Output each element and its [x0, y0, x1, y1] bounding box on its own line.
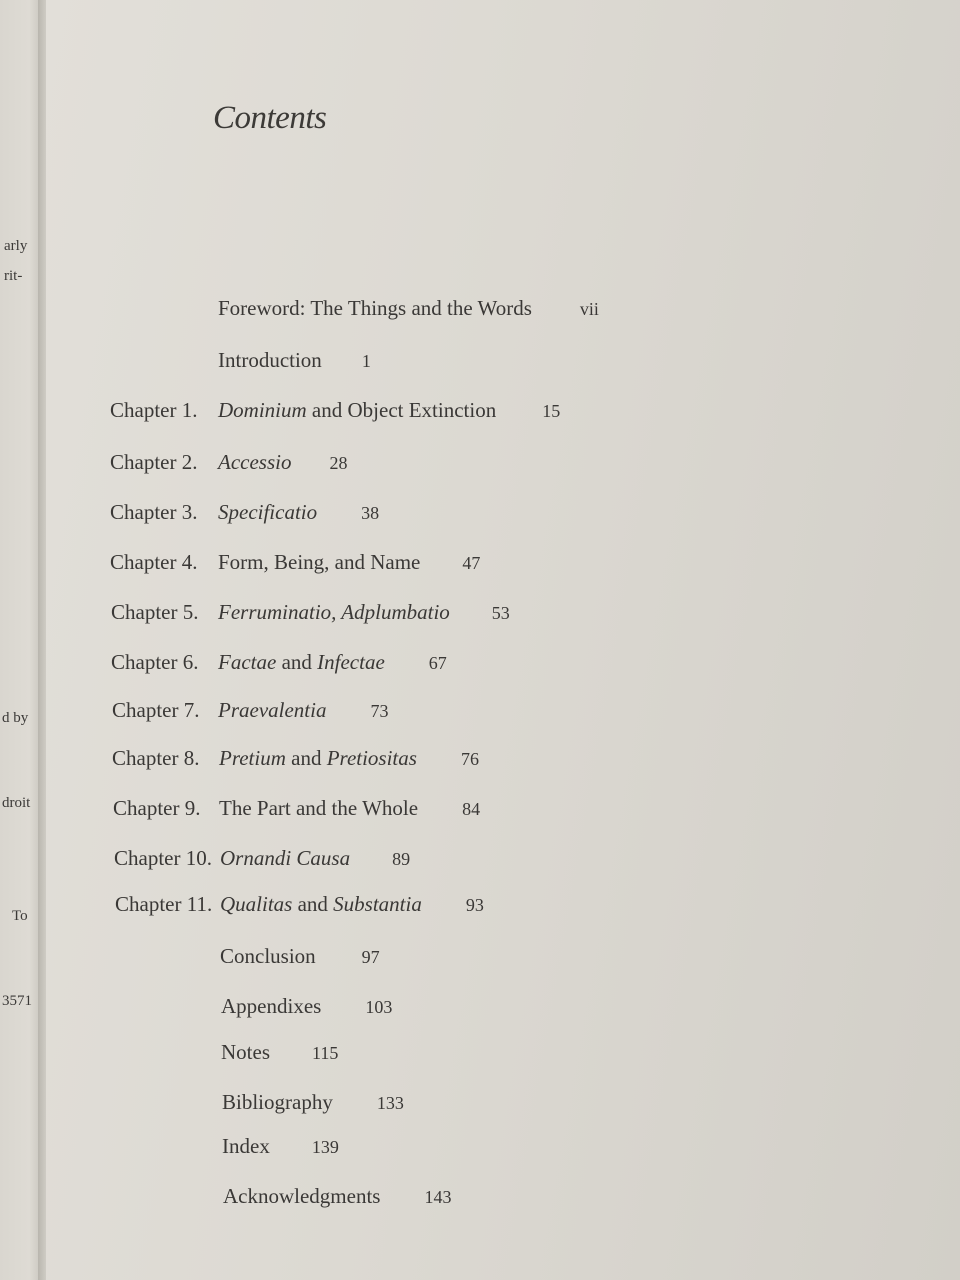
entry-title-part: Notes — [221, 1040, 270, 1064]
entry-title-part: Qualitas — [220, 892, 293, 916]
page-number: 28 — [329, 453, 348, 473]
page-number: 67 — [428, 653, 447, 673]
entry-title — [218, 398, 496, 422]
entry-title-part: Praevalentia — [218, 698, 327, 722]
entry-title — [218, 698, 326, 722]
entry-title-part: Factae — [218, 650, 277, 674]
facing-page-fragment: rit- — [4, 268, 23, 284]
entry-title — [218, 550, 420, 574]
entry-title-part: Specificatio — [218, 500, 318, 524]
entry-title-part: Acknowledgments — [223, 1184, 381, 1208]
toc-entry — [113, 796, 480, 821]
page-number: 15 — [542, 401, 561, 421]
entry-title-part: Accessio — [218, 450, 292, 474]
entry-title-part: Dominium — [218, 398, 307, 422]
page-title: Contents — [213, 100, 327, 136]
chapter-label: Chapter 9. — [113, 796, 201, 820]
toc-entry — [110, 550, 480, 575]
toc-entry — [112, 746, 479, 771]
entry-title-part: Bibliography — [222, 1090, 333, 1114]
facing-page-fragment: droit — [2, 795, 31, 811]
chapter-label: Chapter 5. — [111, 600, 199, 624]
chapter-label: Chapter 7. — [112, 698, 200, 722]
chapter-label: Chapter 4. — [110, 550, 198, 574]
toc-entry — [221, 1040, 338, 1065]
entry-title-part: Pretium — [219, 746, 286, 770]
entry-title — [223, 1184, 380, 1208]
entry-title — [218, 296, 532, 320]
page-number: 84 — [462, 799, 481, 819]
chapter-label: Chapter 3. — [110, 500, 198, 524]
facing-page-fragment: d by — [2, 710, 29, 726]
toc-entry — [221, 994, 392, 1019]
entry-title-part: and — [292, 892, 334, 916]
entry-title-part: Index — [222, 1134, 270, 1158]
entry-title — [222, 1090, 333, 1114]
entry-title-part: and — [285, 746, 327, 770]
entry-title-part: and — [276, 650, 318, 674]
page-number: 133 — [376, 1093, 404, 1113]
entry-title — [218, 600, 450, 624]
contents-page — [46, 0, 960, 1280]
entry-title — [219, 746, 417, 770]
entry-title — [218, 450, 291, 474]
page-number: 89 — [392, 849, 411, 869]
entry-title — [218, 650, 385, 674]
toc-entry — [111, 650, 447, 675]
toc-entry — [110, 450, 347, 475]
chapter-label: Chapter 10. — [114, 846, 212, 870]
entry-title-part: The Part and the Whole — [219, 796, 419, 820]
toc-entry — [112, 698, 388, 723]
entry-title-part: Substantia — [333, 892, 422, 916]
entry-title — [220, 892, 422, 916]
entry-title-part: Pretiositas — [326, 746, 417, 770]
facing-page-fragment: arly — [4, 238, 28, 254]
chapter-label: Chapter 11. — [115, 892, 213, 916]
entry-title — [220, 944, 316, 968]
entry-title-part: and Object Extinction — [306, 398, 497, 422]
entry-title — [222, 1134, 270, 1158]
chapter-label: Chapter 2. — [110, 450, 198, 474]
toc-entry — [111, 600, 510, 625]
page-number: 103 — [365, 997, 393, 1017]
toc-entry — [223, 1184, 451, 1209]
chapter-label: Chapter 8. — [112, 746, 200, 770]
entry-title — [219, 796, 418, 820]
page-number: vii — [579, 299, 599, 319]
chapter-label: Chapter 1. — [110, 398, 198, 422]
toc-entry — [114, 846, 410, 871]
toc-entry — [222, 1090, 404, 1115]
entry-title — [220, 846, 350, 870]
toc-entry — [115, 892, 484, 917]
entry-title-part: Ferruminatio, Adplumbatio — [218, 600, 450, 624]
entry-title — [221, 994, 321, 1018]
entry-title-part: Appendixes — [221, 994, 322, 1018]
page-number: 47 — [462, 553, 481, 573]
toc-entry — [110, 398, 560, 423]
entry-title-part: Ornandi Causa — [220, 846, 351, 870]
entry-title-part: Infectae — [317, 650, 385, 674]
page-number: 97 — [361, 947, 380, 967]
page-number: 115 — [312, 1043, 339, 1063]
entry-title-part: Introduction — [218, 348, 322, 372]
entry-title-part: Form, Being, and Name — [218, 550, 421, 574]
entry-title-part: Foreword: The Things and the Words — [218, 296, 532, 320]
toc-entry — [110, 500, 379, 525]
page-number: 143 — [424, 1187, 452, 1207]
page-number: 73 — [370, 701, 389, 721]
facing-page-fragment: 3571 — [2, 993, 32, 1009]
page-number: 76 — [460, 749, 479, 769]
toc-entry — [222, 1134, 339, 1159]
page-number: 1 — [361, 351, 371, 371]
toc-entry — [218, 348, 371, 373]
entry-title — [218, 500, 317, 524]
page-number: 93 — [465, 895, 484, 915]
toc-entry — [218, 296, 599, 321]
chapter-label: Chapter 6. — [111, 650, 199, 674]
entry-title — [218, 348, 322, 372]
page-number: 139 — [311, 1137, 339, 1157]
page-number: 38 — [361, 503, 380, 523]
facing-page-fragment: To — [12, 908, 28, 924]
facing-page-edge — [0, 0, 42, 1280]
toc-entry — [220, 944, 380, 969]
entry-title — [221, 1040, 270, 1064]
page-number: 53 — [491, 603, 510, 623]
entry-title-part: Conclusion — [220, 944, 316, 968]
